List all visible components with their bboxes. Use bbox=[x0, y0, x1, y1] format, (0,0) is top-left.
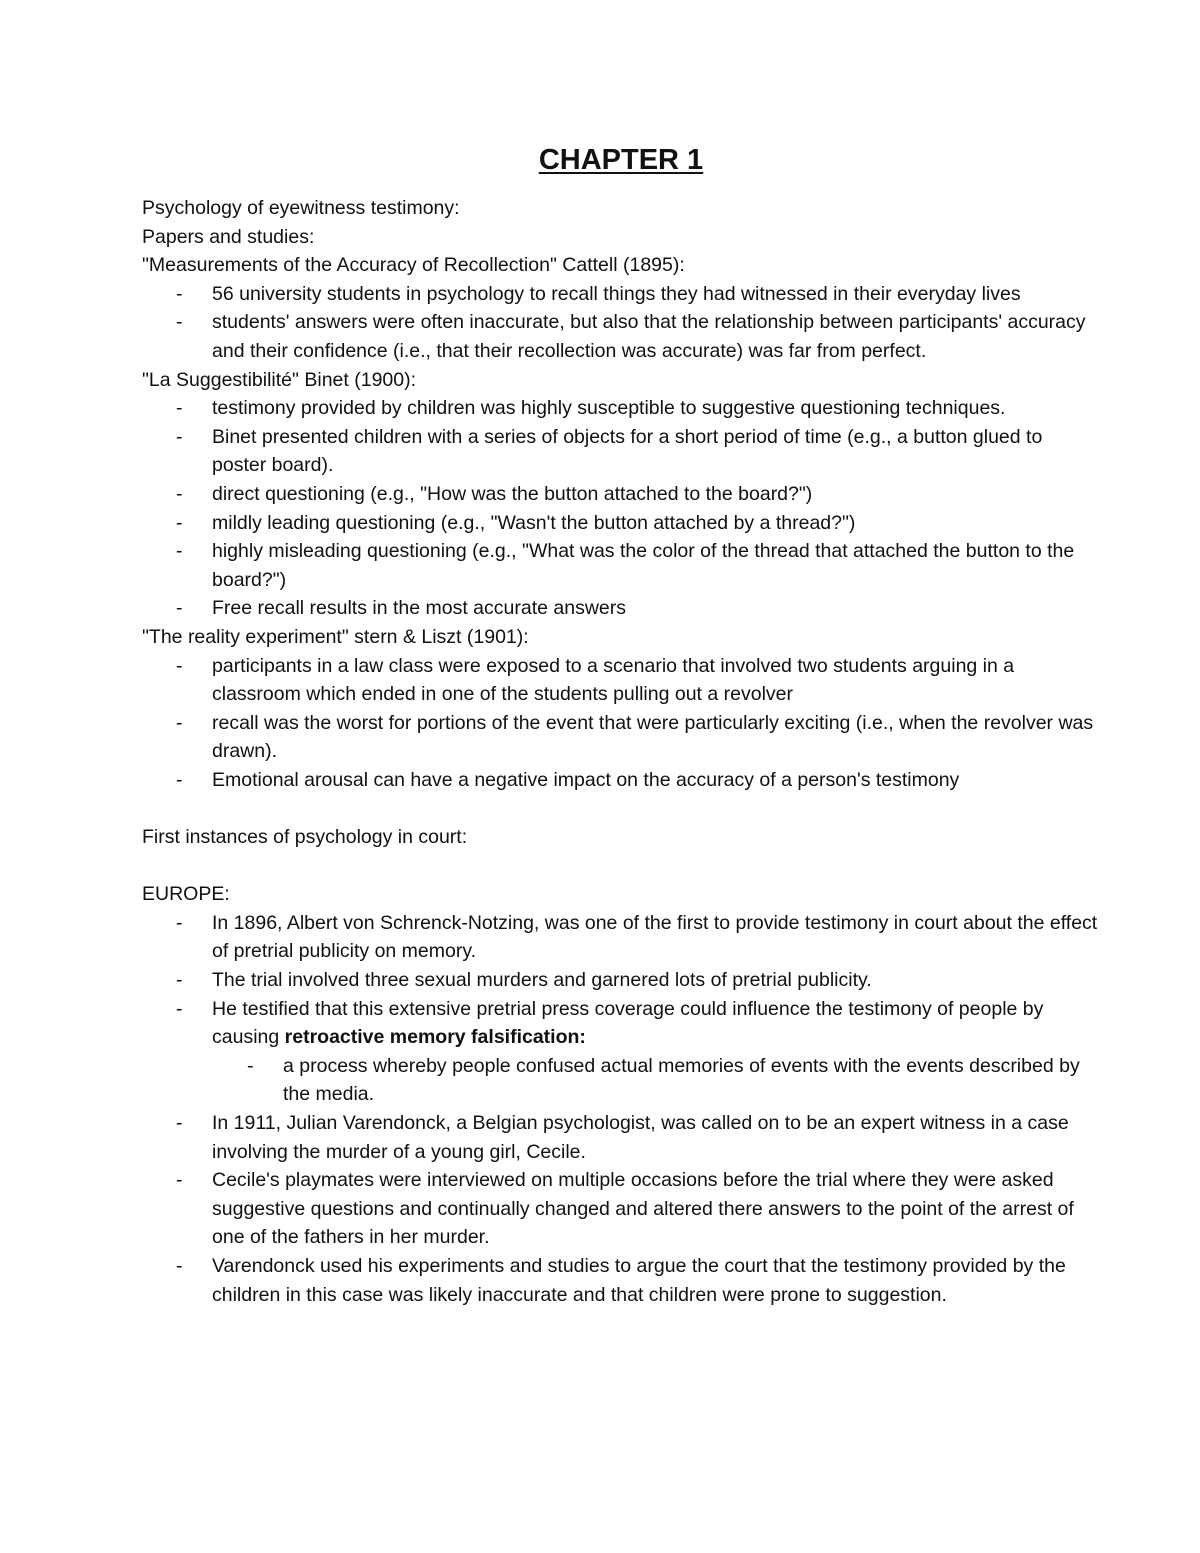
list-item bbox=[142, 766, 1100, 795]
bullet-dash: - bbox=[176, 540, 183, 563]
list-item bbox=[142, 423, 1100, 480]
list-item bbox=[142, 594, 1100, 623]
list-item-text: Cecile's playmates were interviewed on multiple occasions before the trial where they were asked suggestive questions and continually changed and altered there answers to the point of the arrest of one of the fathers in her murder. bbox=[212, 1169, 1074, 1249]
list-item bbox=[142, 480, 1100, 509]
bullet-dash: - bbox=[176, 997, 183, 1020]
list-item bbox=[142, 1109, 1100, 1166]
list-item-text: recall was the worst for portions of the event that were particularly exciting (i.e., when the revolver was drawn). bbox=[212, 711, 1094, 763]
bullet-dash: - bbox=[176, 768, 183, 791]
list-item bbox=[142, 308, 1100, 365]
list-item-text: In 1911, Julian Varendonck, a Belgian psychologist, was called on to be an expert witness in a case involving the murder of a young girl, Cecile. bbox=[212, 1112, 1069, 1163]
list-item bbox=[142, 966, 1100, 995]
list-item-text: a process whereby people confused actual memories of events with the events described by the media. bbox=[283, 1054, 1080, 1106]
list-item-text: mildly leading questioning (e.g., "Wasn't the button attached by a thread?") bbox=[212, 511, 856, 534]
bullet-dash: - bbox=[176, 597, 183, 620]
bullet-dash: - bbox=[176, 654, 183, 677]
bullet-dash: - bbox=[176, 311, 183, 334]
list-item bbox=[142, 909, 1100, 966]
list-item-text: In 1896, Albert von Schrenck-Notzing, was one of the first to provide testimony in court about the effect of pretrial publicity on memory. bbox=[212, 911, 1098, 963]
binet-bullets bbox=[142, 394, 1100, 623]
study-title-stern: "The reality experiment" stern & Liszt (1901): bbox=[142, 625, 529, 648]
list-item bbox=[142, 1252, 1100, 1309]
spacer bbox=[142, 794, 1100, 823]
bullet-dash: - bbox=[176, 482, 183, 505]
list-item bbox=[142, 652, 1100, 709]
list-item-text: testimony provided by children was highly susceptible to suggestive questioning techniques. bbox=[212, 397, 1006, 420]
list-item bbox=[142, 1166, 1100, 1252]
bullet-dash: - bbox=[176, 969, 183, 992]
key-term: retroactive memory falsification: bbox=[284, 1026, 586, 1049]
bullet-dash: - bbox=[176, 911, 183, 934]
bullet-dash: - bbox=[176, 1112, 183, 1134]
list-item-text: 56 university students in psychology to recall things they had witnessed in their everyday lives bbox=[212, 282, 1021, 305]
list-item-text: Binet presented children with a series of objects for a short period of time (e.g., a button glued to poster board). bbox=[212, 425, 1043, 477]
bullet-dash: - bbox=[176, 1254, 183, 1277]
topic-heading: Psychology of eyewitness testimony: bbox=[142, 197, 460, 219]
bullet-dash: - bbox=[176, 1169, 183, 1192]
list-item-text: highly misleading questioning (e.g., "What was the color of the thread that attached the button to the board?") bbox=[212, 540, 1075, 591]
list-item-text: Varendonck used his experiments and studies to argue the court that the testimony provided by the children in this case was likely inaccurate and that children were prone to suggestion. bbox=[212, 1254, 1066, 1306]
list-item bbox=[142, 394, 1100, 423]
study-title-binet: "La Suggestibilité" Binet (1900): bbox=[142, 368, 417, 391]
list-item-text: Free recall results in the most accurate answers bbox=[212, 597, 626, 620]
cattell-bullets bbox=[142, 280, 1100, 366]
bullet-dash: - bbox=[176, 425, 183, 448]
list-item-text: direct questioning (e.g., "How was the button attached to the board?") bbox=[212, 482, 813, 505]
bullet-dash: - bbox=[247, 1054, 254, 1077]
stern-bullets bbox=[142, 652, 1100, 795]
study-title-cattell: "Measurements of the Accuracy of Recollection" Cattell (1895): bbox=[142, 254, 685, 277]
bullet-dash: - bbox=[176, 511, 183, 534]
list-item-text: Emotional arousal can have a negative impact on the accuracy of a person's testimony bbox=[212, 768, 960, 791]
list-item bbox=[142, 280, 1100, 309]
region-heading-europe: EUROPE: bbox=[142, 883, 230, 906]
list-item-text: participants in a law class were exposed to a scenario that involved two students arguing in a classroom which ended in one of the students pulling out a revolver bbox=[212, 654, 1015, 706]
list-item bbox=[142, 1052, 1100, 1109]
sub-bullets bbox=[142, 1052, 1100, 1109]
list-item bbox=[142, 709, 1100, 766]
bullet-dash: - bbox=[176, 711, 183, 734]
section-label: Papers and studies: bbox=[142, 225, 315, 248]
list-item bbox=[142, 509, 1100, 538]
bullet-dash: - bbox=[176, 397, 183, 420]
list-item-text: The trial involved three sexual murders and garnered lots of pretrial publicity. bbox=[212, 969, 872, 992]
list-item-text: He testified that this extensive pretrial press coverage could influence the testimony of people by causing bbox=[212, 997, 1044, 1049]
list-item-text: students' answers were often inaccurate, but also that the relationship between participants' accuracy and their confidence (i.e., that their recollection was accurate) was far from perfect. bbox=[212, 311, 1086, 362]
europe-bullets bbox=[142, 909, 1100, 1309]
spacer bbox=[142, 852, 1100, 881]
bullet-dash: - bbox=[176, 282, 183, 305]
list-item bbox=[142, 995, 1100, 1109]
list-item bbox=[142, 537, 1100, 594]
court-section-heading: First instances of psychology in court: bbox=[142, 826, 468, 849]
document-body bbox=[142, 194, 1100, 1309]
chapter-title: CHAPTER 1 bbox=[538, 144, 704, 176]
